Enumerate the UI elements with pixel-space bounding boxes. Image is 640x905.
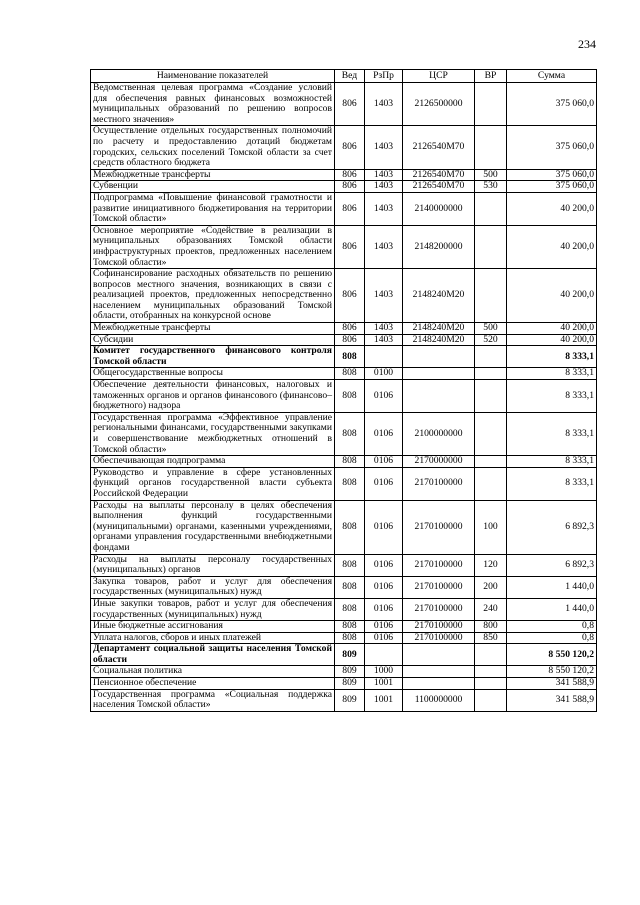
cell-name: Комитет государственного финансового контроля Томской области	[91, 346, 335, 368]
table-row	[91, 632, 597, 644]
table-row	[91, 678, 597, 690]
cell-csr: 2126540М70	[403, 169, 475, 181]
cell-csr	[403, 380, 475, 413]
cell-csr: 2148200000	[403, 225, 475, 268]
cell-sum: 375 060,0	[507, 181, 597, 193]
cell-csr: 2148240М20	[403, 334, 475, 346]
page-number: 234	[578, 37, 596, 51]
cell-csr: 2170100000	[403, 554, 475, 576]
cell-vr	[475, 644, 507, 666]
table-row	[91, 621, 597, 633]
table-row	[91, 500, 597, 554]
cell-ved: 806	[335, 334, 365, 346]
cell-sum: 40 200,0	[507, 323, 597, 335]
table-row	[91, 380, 597, 413]
table-row	[91, 412, 597, 455]
cell-rzpr: 0106	[365, 412, 403, 455]
cell-rzpr: 1000	[365, 666, 403, 678]
cell-vr: 500	[475, 169, 507, 181]
cell-vr	[475, 225, 507, 268]
cell-vr	[475, 380, 507, 413]
cell-csr	[403, 678, 475, 690]
cell-csr: 2140000000	[403, 192, 475, 225]
cell-ved: 809	[335, 678, 365, 690]
cell-ved: 808	[335, 621, 365, 633]
cell-rzpr: 0106	[365, 554, 403, 576]
cell-vr	[475, 192, 507, 225]
cell-ved: 808	[335, 500, 365, 554]
cell-csr: 2148240М20	[403, 323, 475, 335]
table-row	[91, 554, 597, 576]
cell-vr	[475, 126, 507, 169]
cell-sum: 40 200,0	[507, 192, 597, 225]
cell-name: Иные закупки товаров, работ и услуг для обеспечения государственных (муниципальных) нужд	[91, 598, 335, 620]
cell-rzpr: 1403	[365, 323, 403, 335]
cell-vr	[475, 346, 507, 368]
cell-sum: 8 333,1	[507, 412, 597, 455]
cell-csr: 2126540М70	[403, 181, 475, 193]
cell-vr: 850	[475, 632, 507, 644]
cell-ved: 806	[335, 269, 365, 323]
cell-rzpr: 1403	[365, 334, 403, 346]
cell-rzpr: 0106	[365, 621, 403, 633]
cell-name: Руководство и управление в сфере установленных функций органов государственной власти субъекта Российской Федерации	[91, 467, 335, 500]
cell-sum: 40 200,0	[507, 225, 597, 268]
cell-sum: 8 550 120,2	[507, 644, 597, 666]
table-row	[91, 644, 597, 666]
table-row	[91, 225, 597, 268]
cell-rzpr	[365, 346, 403, 368]
cell-sum: 8 333,1	[507, 380, 597, 413]
cell-sum: 1 440,0	[507, 598, 597, 620]
cell-rzpr: 1403	[365, 169, 403, 181]
cell-name: Софинансирование расходных обязательств по решению вопросов местного значения, возникающих в связи с реализацией проектов, предложенных непосредственно населением муниципальных образований Томской области, отобранных на конкурсной основе	[91, 269, 335, 323]
cell-ved: 806	[335, 323, 365, 335]
table-row	[91, 126, 597, 169]
cell-csr: 1100000000	[403, 689, 475, 711]
cell-ved: 806	[335, 192, 365, 225]
cell-vr	[475, 412, 507, 455]
cell-name: Субвенции	[91, 181, 335, 193]
cell-sum: 341 588,9	[507, 689, 597, 711]
table-row	[91, 598, 597, 620]
cell-name: Основное мероприятие «Содействие в реализации в муниципальных образованиях Томской области инфраструктурных проектов, предложенных населением Томской области»	[91, 225, 335, 268]
cell-csr	[403, 644, 475, 666]
cell-sum: 40 200,0	[507, 269, 597, 323]
table-row	[91, 666, 597, 678]
table-row	[91, 181, 597, 193]
cell-name: Уплата налогов, сборов и иных платежей	[91, 632, 335, 644]
cell-ved: 808	[335, 456, 365, 468]
cell-rzpr: 1403	[365, 225, 403, 268]
cell-csr: 2126540М70	[403, 126, 475, 169]
cell-rzpr: 1403	[365, 192, 403, 225]
cell-sum: 8 333,1	[507, 346, 597, 368]
cell-sum: 0,8	[507, 632, 597, 644]
table-row	[91, 456, 597, 468]
cell-name: Обеспечивающая подпрограмма	[91, 456, 335, 468]
cell-ved: 808	[335, 380, 365, 413]
table-row	[91, 576, 597, 598]
cell-name: Ведомственная целевая программа «Создание условий для обеспечения равных финансовых возможностей муниципальных образований по решению вопросов местного значения»	[91, 83, 335, 126]
table-row	[91, 169, 597, 181]
cell-sum: 341 588,9	[507, 678, 597, 690]
header-sum: Сумма	[507, 70, 597, 83]
cell-vr: 500	[475, 323, 507, 335]
cell-vr: 240	[475, 598, 507, 620]
header-vr: ВР	[475, 70, 507, 83]
cell-ved: 809	[335, 666, 365, 678]
header-name: Наименование показателей	[91, 70, 335, 83]
cell-ved: 808	[335, 632, 365, 644]
cell-vr	[475, 456, 507, 468]
cell-name: Расходы на выплаты персоналу в целях обеспечения выполнения функций государственными (муниципальными) органами, казенными учреждениями, органами управления государственными внебюджетными фондами	[91, 500, 335, 554]
table-row	[91, 689, 597, 711]
cell-rzpr: 1403	[365, 126, 403, 169]
cell-rzpr: 0106	[365, 467, 403, 500]
cell-name: Осуществление отдельных государственных полномочий по расчету и предоставлению дотаций бюджетам городских, сельских поселений Томской области за счет средств областного бюджета	[91, 126, 335, 169]
cell-sum: 375 060,0	[507, 169, 597, 181]
cell-rzpr: 1403	[365, 83, 403, 126]
cell-name: Обеспечение деятельности финансовых, налоговых и таможенных органов и органов финансового (финансово–бюджетного) надзора	[91, 380, 335, 413]
cell-rzpr	[365, 644, 403, 666]
cell-ved: 808	[335, 368, 365, 380]
cell-vr	[475, 689, 507, 711]
cell-vr	[475, 83, 507, 126]
cell-name: Межбюджетные трансферты	[91, 323, 335, 335]
table-row	[91, 83, 597, 126]
cell-sum: 6 892,3	[507, 554, 597, 576]
cell-vr: 530	[475, 181, 507, 193]
cell-sum: 8 550 120,2	[507, 666, 597, 678]
cell-vr: 200	[475, 576, 507, 598]
cell-name: Закупка товаров, работ и услуг для обеспечения государственных (муниципальных) нужд	[91, 576, 335, 598]
cell-vr	[475, 368, 507, 380]
cell-rzpr: 0106	[365, 632, 403, 644]
cell-name: Общегосударственные вопросы	[91, 368, 335, 380]
cell-sum: 40 200,0	[507, 334, 597, 346]
table-row	[91, 269, 597, 323]
header-ved: Вед	[335, 70, 365, 83]
table-row	[91, 334, 597, 346]
cell-csr: 2170100000	[403, 621, 475, 633]
cell-ved: 809	[335, 689, 365, 711]
table-row	[91, 346, 597, 368]
cell-name: Субсидии	[91, 334, 335, 346]
cell-vr	[475, 467, 507, 500]
table-row	[91, 368, 597, 380]
cell-rzpr: 1001	[365, 678, 403, 690]
cell-csr: 2170100000	[403, 632, 475, 644]
cell-rzpr: 0106	[365, 576, 403, 598]
cell-name: Департамент социальной защиты населения Томской области	[91, 644, 335, 666]
cell-rzpr: 0100	[365, 368, 403, 380]
cell-name: Иные бюджетные ассигнования	[91, 621, 335, 633]
cell-vr	[475, 269, 507, 323]
cell-ved: 808	[335, 576, 365, 598]
cell-vr	[475, 678, 507, 690]
cell-ved: 806	[335, 169, 365, 181]
cell-ved: 806	[335, 126, 365, 169]
table-header-row	[91, 70, 597, 83]
cell-ved: 808	[335, 467, 365, 500]
cell-vr	[475, 666, 507, 678]
cell-name: Государственная программа «Эффективное управление региональными финансами, государственными закупками и совершенствование межбюджетных отношений в Томской области»	[91, 412, 335, 455]
cell-sum: 8 333,1	[507, 456, 597, 468]
cell-csr	[403, 368, 475, 380]
cell-rzpr: 1403	[365, 181, 403, 193]
cell-name: Подпрограмма «Повышение финансовой грамотности и развитие инициативного бюджетирования на территории Томской области»	[91, 192, 335, 225]
cell-sum: 0,8	[507, 621, 597, 633]
cell-csr: 2100000000	[403, 412, 475, 455]
cell-csr: 2148240М20	[403, 269, 475, 323]
cell-ved: 808	[335, 412, 365, 455]
cell-sum: 1 440,0	[507, 576, 597, 598]
cell-ved: 806	[335, 181, 365, 193]
table-row	[91, 323, 597, 335]
header-csr: ЦСР	[403, 70, 475, 83]
cell-csr	[403, 666, 475, 678]
cell-csr: 2170100000	[403, 467, 475, 500]
cell-name: Расходы на выплаты персоналу государственных (муниципальных) органов	[91, 554, 335, 576]
cell-name: Государственная программа «Социальная поддержка населения Томской области»	[91, 689, 335, 711]
cell-rzpr: 0106	[365, 380, 403, 413]
budget-table	[90, 69, 597, 712]
cell-rzpr: 1001	[365, 689, 403, 711]
cell-csr	[403, 346, 475, 368]
cell-sum: 6 892,3	[507, 500, 597, 554]
cell-name: Социальная политика	[91, 666, 335, 678]
header-rzpr: РзПр	[365, 70, 403, 83]
cell-rzpr: 0106	[365, 598, 403, 620]
cell-rzpr: 0106	[365, 456, 403, 468]
cell-csr: 2170100000	[403, 500, 475, 554]
table-row	[91, 467, 597, 500]
cell-vr: 120	[475, 554, 507, 576]
cell-ved: 808	[335, 346, 365, 368]
cell-ved: 808	[335, 554, 365, 576]
cell-csr: 2126500000	[403, 83, 475, 126]
cell-name: Пенсионное обеспечение	[91, 678, 335, 690]
cell-csr: 2170100000	[403, 598, 475, 620]
cell-ved: 806	[335, 225, 365, 268]
cell-vr: 520	[475, 334, 507, 346]
cell-vr: 100	[475, 500, 507, 554]
cell-sum: 375 060,0	[507, 126, 597, 169]
cell-csr: 2170100000	[403, 576, 475, 598]
cell-ved: 806	[335, 83, 365, 126]
cell-ved: 808	[335, 598, 365, 620]
cell-ved: 809	[335, 644, 365, 666]
cell-rzpr: 1403	[365, 269, 403, 323]
table-row	[91, 192, 597, 225]
cell-csr: 2170000000	[403, 456, 475, 468]
cell-name: Межбюджетные трансферты	[91, 169, 335, 181]
cell-sum: 8 333,1	[507, 368, 597, 380]
cell-vr: 800	[475, 621, 507, 633]
cell-sum: 375 060,0	[507, 83, 597, 126]
cell-rzpr: 0106	[365, 500, 403, 554]
cell-sum: 8 333,1	[507, 467, 597, 500]
